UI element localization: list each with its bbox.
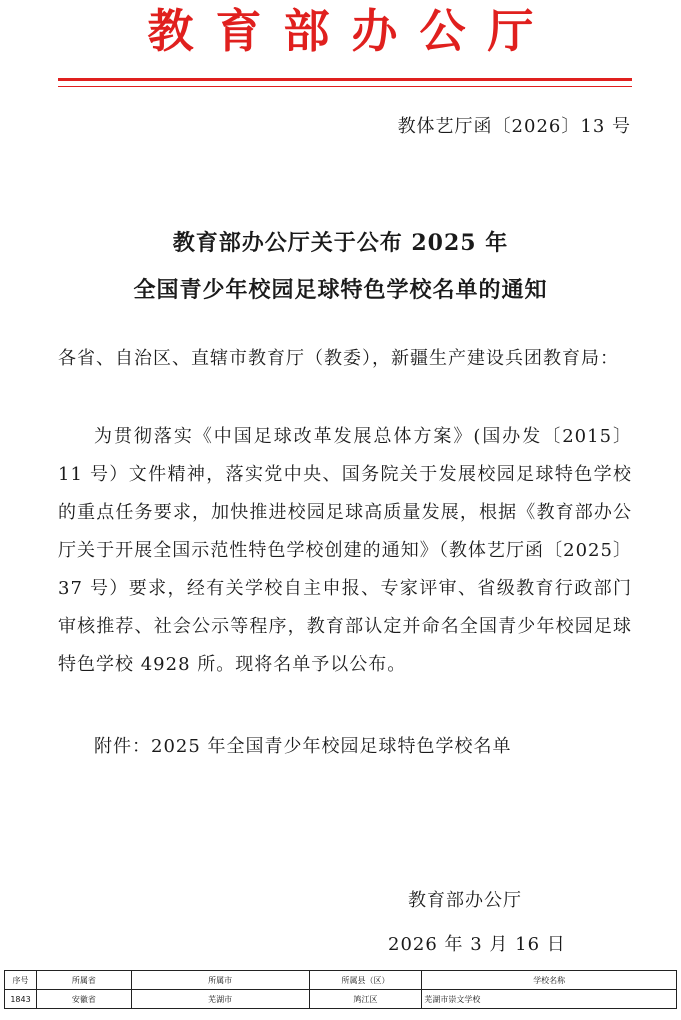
- signature-date: 2026 年 3 月 16 日: [388, 934, 566, 955]
- attachment-line: 附件：2025 年全国青少年校园足球特色学校名单: [94, 736, 512, 757]
- salutation: 各省、自治区、直辖市教育厅（教委），新疆生产建设兵团教育局：: [58, 348, 619, 369]
- table-row: [5, 990, 677, 1009]
- notice-title-line-1: 教育部办公厅关于公布 2025 年: [172, 230, 509, 256]
- cell-province: 安徽省: [36, 990, 131, 1009]
- column-header-province: 所属省: [36, 971, 131, 990]
- document-number: 教体艺厅函〔2026〕13 号: [397, 116, 631, 137]
- cell-school-name: 芜湖市崇文学校: [422, 990, 677, 1009]
- issuing-org-header: 教育部办公厅: [147, 4, 556, 58]
- cell-city: 芜湖市: [131, 990, 309, 1009]
- cell-index: 1843: [5, 990, 37, 1009]
- table-header-row: [5, 971, 677, 990]
- header-thick-rule: [58, 78, 632, 81]
- signature-org: 教育部办公厅: [408, 890, 522, 911]
- column-header-city: 所属市: [131, 971, 309, 990]
- notice-title-line-2: 全国青少年校园足球特色学校名单的通知: [133, 277, 548, 303]
- column-header-school: 学校名称: [422, 971, 677, 990]
- cell-county: 鸠江区: [309, 990, 422, 1009]
- school-list-table: [4, 970, 677, 1009]
- header-thin-rule: [58, 86, 632, 87]
- column-header-county: 所属县（区）: [309, 971, 422, 990]
- body-paragraph: 为贯彻落实《中国足球改革发展总体方案》(国办发〔2015〕11 号）文件精神，落实党中央、国务院关于发展校园足球特色学校的重点任务要求，加快推进校园足球高质量发展，根据《教育部办公厅关于开展全国示范性特色学校创建的通知》（教体艺厅函〔2025〕37 号）要求，经有关学校自主申报、专家评审、省级教育行政部门审核推荐、社会公示等程序，教育部认定并命名全国青少年校园足球特色学校 4928 所。现将名单予以公布。: [58, 426, 632, 675]
- column-header-index: 序号: [5, 971, 37, 990]
